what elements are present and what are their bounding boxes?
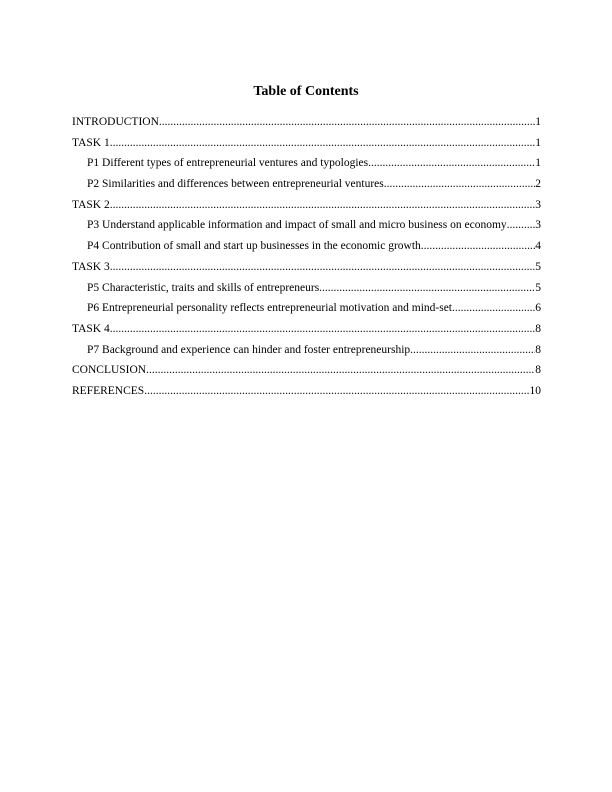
toc-dot-leader [507,215,536,236]
toc-page-number: 2 [535,178,541,191]
toc-page-number: 8 [535,322,541,335]
toc-dot-leader [144,381,529,402]
toc-entry-introduction[interactable] [72,112,541,133]
toc-entry-task-1[interactable] [72,133,541,154]
toc-dot-leader [110,319,536,340]
toc-page-number: 5 [535,281,541,294]
toc-entry-label: P7 Background and experience can hinder and foster entrepreneurship [87,343,411,356]
toc-entry-p1[interactable] [72,153,541,174]
toc-dot-leader [368,153,535,174]
toc-dot-leader [319,278,535,299]
toc-entry-label: P3 Understand applicable information and impact of small and micro business on economy [87,219,507,232]
toc-page-number: 3 [535,219,541,232]
toc-dot-leader [110,257,536,278]
toc-entry-label: TASK 4 [72,322,110,335]
toc-page-number: 1 [535,157,541,170]
toc-page-number: 4 [535,240,541,253]
toc-dot-leader [110,133,536,154]
toc-dot-leader [110,195,536,216]
toc-entry-label: P2 Similarities and differences between entrepreneurial ventures [87,178,384,191]
toc-entry-label: TASK 3 [72,260,110,273]
toc-entry-label: CONCLUSION [72,364,147,377]
toc-entry-p2[interactable] [72,174,541,195]
toc-entry-task-2[interactable] [72,195,541,216]
toc-dot-leader [384,174,535,195]
toc-dot-leader [146,360,535,381]
toc-entry-label: REFERENCES [72,384,145,397]
toc-page-number: 6 [535,302,541,315]
toc-entry-task-3[interactable] [72,257,541,278]
toc-entry-label: TASK 1 [72,136,110,149]
toc-page-number: 8 [535,364,541,377]
toc-entry-label: P6 Entrepreneurial personality reflects entrepreneurial motivation and mind-set [87,302,452,315]
toc-dot-leader [421,236,535,257]
toc-entry-label: P1 Different types of entrepreneurial ventures and typologies [87,157,369,170]
toc-entry-conclusion[interactable] [72,360,541,381]
toc-dot-leader [452,298,535,319]
toc-entry-p7[interactable] [72,340,541,361]
toc-entry-label: INTRODUCTION [72,116,159,128]
toc-entry-references[interactable] [72,381,541,402]
toc-entry-p3[interactable] [72,215,541,236]
toc-entry-p4[interactable] [72,236,541,257]
toc-title: Table of Contents [253,84,359,99]
toc-page-number: 3 [535,198,541,211]
toc-dot-leader [410,340,535,361]
toc-entry-label: P5 Characteristic, traits and skills of entrepreneurs [87,281,320,294]
toc-entry-label: TASK 2 [72,198,110,211]
toc-page-number: 5 [535,260,541,273]
toc-dot-leader [159,112,535,133]
toc-entry-label: P4 Contribution of small and start up businesses in the economic growth [87,240,421,253]
toc-page-number: 1 [535,136,541,149]
toc-entry-p6[interactable] [72,298,541,319]
toc-page-number: 8 [535,343,541,356]
toc-entry-p5[interactable] [72,278,541,299]
toc-entry-task-4[interactable] [72,319,541,340]
toc-page-number: 10 [529,384,541,397]
toc-page-number: 1 [535,116,541,128]
toc-list [72,112,541,402]
